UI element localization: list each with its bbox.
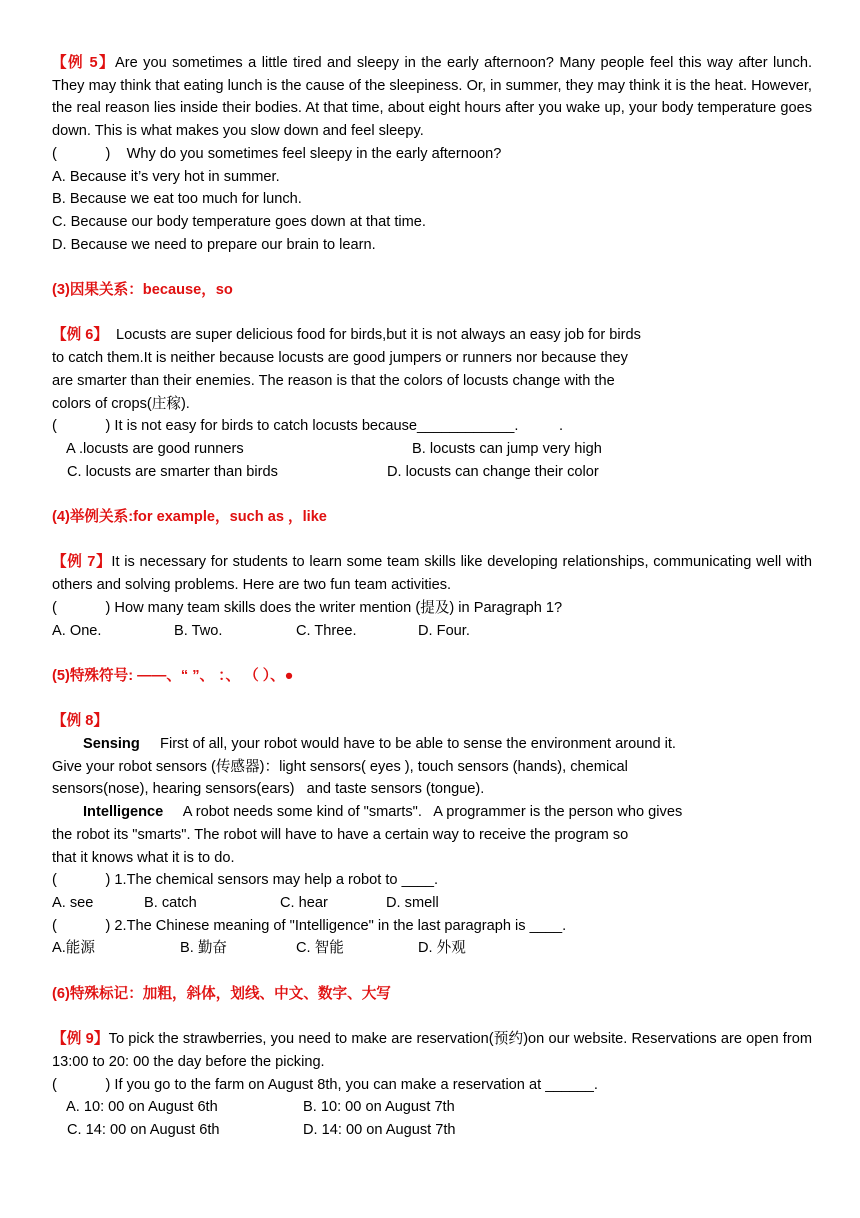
example-5-option-c: C. Because our body temperature goes down at that time. [52,213,426,230]
example-6-question: ( ) It is not easy for birds to catch locusts because____________. . [52,418,564,435]
example-7-option-a: A. One. [52,622,102,639]
example-8-q2-option-d: D. 外观 [418,940,466,957]
example-7-option-c: C. Three. [296,622,357,639]
example-5-tag: 【例 5】 [52,55,115,71]
example-5-option-a: A. Because it’s very hot in summer. [52,168,280,185]
example-6-option-d: D. locusts can change their color [387,463,599,480]
example-8-q1-option-b: B. catch [144,894,197,911]
example-8-sensing-line-3: sensors(nose), hearing sensors(ears) and taste sensors (tongue). [52,781,485,798]
example-9-options-row-1 [52,1096,812,1119]
example-6-tag: 【例 6】 [52,327,108,344]
example-5-option-d: D. Because we need to prepare our brain to learn. [52,236,376,253]
example-9-passage: 【例 9】To pick the strawberries, you need to make are reservation(预约)on our website. Reservations are open from 13:00 to 20: 00 the day before the picking. [52,1031,817,1070]
example-9-option-c: C. 14: 00 on August 6th [67,1121,220,1138]
example-7-passage: 【例 7】It is necessary for students to learn some team skills like developing relationships, communicating well with others and solving problems. Here are two fun team activities. [52,554,817,594]
example-5-option-b: B. Because we eat too much for lunch. [52,191,302,208]
section-heading-3: (3)因果关系：because，so [52,282,233,299]
example-6-line-4: colors of crops(庄稼). [52,395,190,412]
example-9-tag: 【例 9】 [52,1031,109,1048]
section-heading-6: (6)特殊标记：加粗，斜体，划线、中文、数字、大写 [52,985,391,1002]
example-8-q2-option-c: C. 智能 [296,940,344,957]
example-8-sensing-line-2: Give your robot sensors (传感器)：light sensors( eyes ), touch sensors (hands), chemical [52,758,628,775]
example-7-question: ( ) How many team skills does the writer mention (提及) in Paragraph 1? [52,599,563,616]
example-9-question: ( ) If you go to the farm on August 8th, you can make a reservation at ______. [52,1076,598,1093]
example-8-intel-line-3: that it knows what it is to do. [52,849,235,866]
example-8-q2-options [52,937,812,960]
example-8-q1-option-d: D. smell [386,894,439,911]
example-7-option-b: B. Two. [174,622,223,639]
example-6-options-row-2 [52,461,812,484]
example-8-intel-line-2: the robot its "smarts". The robot will have to have a certain way to receive the program so [52,826,629,843]
example-6-line-2: to catch them.It is neither because locusts are good jumpers or runners nor because they [52,350,628,367]
section-heading-4: (4)举例关系:for example，such as ，like [52,509,327,526]
example-7-options [52,620,812,643]
example-6-line-3: are smarter than their enemies. The reason is that the colors of locusts change with the [52,372,615,389]
example-8-question-1: ( ) 1.The chemical sensors may help a robot to ____. [52,872,439,889]
document-page [52,52,817,1142]
example-7-option-d: D. Four. [418,622,470,639]
example-9-option-a: A. 10: 00 on August 6th [66,1099,218,1116]
example-6-option-a: A .locusts are good runners [66,440,244,457]
example-5-passage: 【例 5】Are you sometimes a little tired and sleepy in the early afternoon? Many people feel this way after lunch. They may think that eating lunch is the cause of the sleepiness. Or, in summer, they may think it is the heat. However, the real reason lies inside their bodies. At that time, about eight hours after you wake up, your body temperature goes down. This is what makes you slow down and feel sleepy. [52,55,817,140]
example-8-q2-option-b: B. 勤奋 [180,940,228,957]
example-7-tag: 【例 7】 [52,554,112,571]
example-6-option-b: B. locusts can jump very high [412,440,602,457]
intelligence-title: Intelligence [83,804,164,821]
example-8-q1-option-c: C. hear [280,894,328,911]
example-8-intel-line-1: Intelligence A robot needs some kind of "smarts". A programmer is the person who gives [52,801,812,824]
example-9-option-d: D. 14: 00 on August 7th [303,1121,456,1138]
section-heading-5: (5)特殊符号: ——、“ ”、 ：、 （ ）、● [52,667,294,684]
example-8-q1-option-a: A. see [52,894,94,911]
example-8-tag: 【例 8】 [52,713,108,730]
example-6-options-row-1 [52,438,812,461]
example-8-q2-option-a: A.能源 [52,940,95,957]
example-6-option-c: C. locusts are smarter than birds [67,463,278,480]
example-8-question-2: ( ) 2.The Chinese meaning of "Intelligence" in the last paragraph is ____. [52,917,567,934]
example-9-option-b: B. 10: 00 on August 7th [303,1099,455,1116]
sensing-title: Sensing [83,736,140,752]
example-8-q1-options [52,892,812,915]
example-8-sensing-line-1: Sensing First of all, your robot would have to be able to sense the environment around it. [52,733,812,756]
example-5-question: ( ) Why do you sometimes feel sleepy in the early afternoon? [52,145,502,162]
example-9-options-row-2 [52,1119,812,1142]
example-6-line-1: 【例 6】 Locusts are super delicious food for birds,but it is not always an easy job for birds [52,327,641,344]
